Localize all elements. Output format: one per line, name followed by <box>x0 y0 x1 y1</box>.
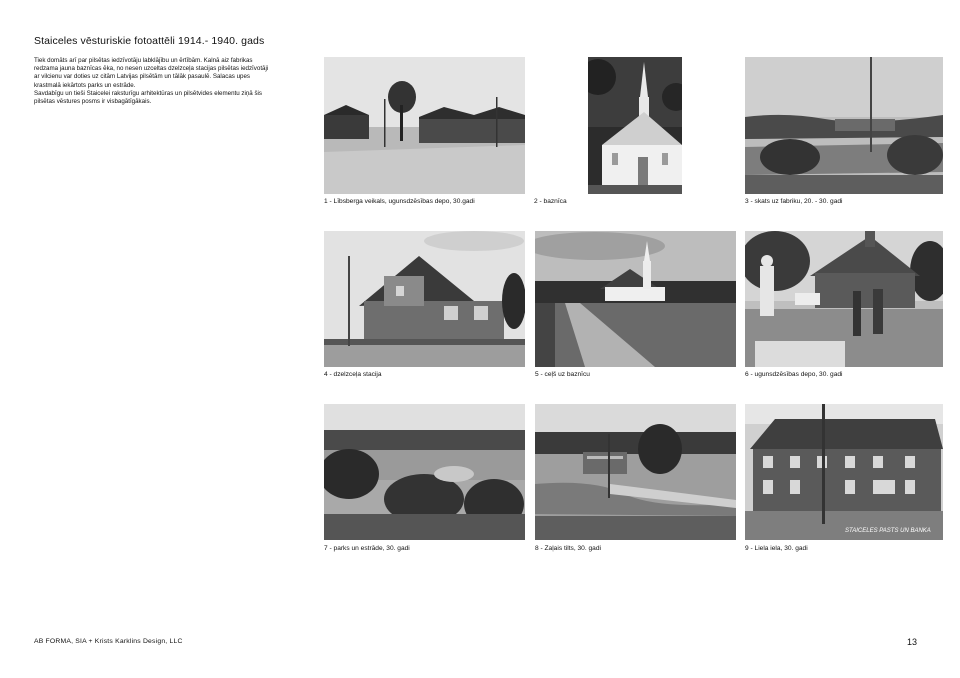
photo-7-caption: 7 - parks un estrāde, 30. gadi <box>324 545 410 552</box>
photo-5-caption: 5 - ceļš uz baznīcu <box>535 371 590 378</box>
photo-8-caption: 8 - Zaļais tilts, 30. gadi <box>535 545 601 552</box>
photo-9-inscription: STAICELES PASTS UN BANKA <box>845 528 931 534</box>
footer-credit: AB FORMA, SIA + Krists Karklins Design, LLC <box>34 638 183 645</box>
photo-1 <box>324 57 525 194</box>
photo-2-caption: 2 - baznīca <box>534 198 567 205</box>
photo-6-caption: 6 - ugunsdzēsības depo, 30. gadi <box>745 371 843 378</box>
photo-4 <box>324 231 525 367</box>
intro-text <box>34 57 274 106</box>
page-title: Staiceles vēsturiskie fotoattēli 1914.- 1940. gads <box>34 35 265 47</box>
photo-4-caption: 4 - dzelzceļa stacija <box>324 371 382 378</box>
photo-3 <box>745 57 943 194</box>
page-number: 13 <box>907 637 918 647</box>
photo-5 <box>535 231 736 367</box>
photo-1-caption: 1 - Lībsberga veikals, ugunsdzēsības depo, 30.gadi <box>324 198 475 205</box>
photo-3-caption: 3 - skats uz fabriku, 20. - 30. gadi <box>745 198 843 205</box>
photo-9 <box>745 404 943 540</box>
photo-6 <box>745 231 943 367</box>
photo-8 <box>535 404 736 540</box>
photo-7 <box>324 404 525 540</box>
intro-paragraph-2: Savdabīgu un tieši Staicelei raksturīgu arhitektūras un pilsētvides elementu ziņā šis pilsētas vēstures posms ir visbagātīgākais. <box>34 89 263 106</box>
photo-9-caption: 9 - Liela iela, 30. gadi <box>745 545 808 552</box>
photo-2 <box>588 57 682 194</box>
intro-paragraph-1: Tiek domāts arī par pilsētas iedzīvotāju labklājību un ērtībām. Kalnā aiz fabrikas redzama jauna baznīcas ēka, no nesen uzceltas dzelzceļa stacijas pilsētas iedzīvotāji ar vilcienu var doties uz citām Latvijas pilsētām un tālāk pasaulē. Salacas upes krastmalā iekārtots parks un estrāde. <box>34 57 269 89</box>
